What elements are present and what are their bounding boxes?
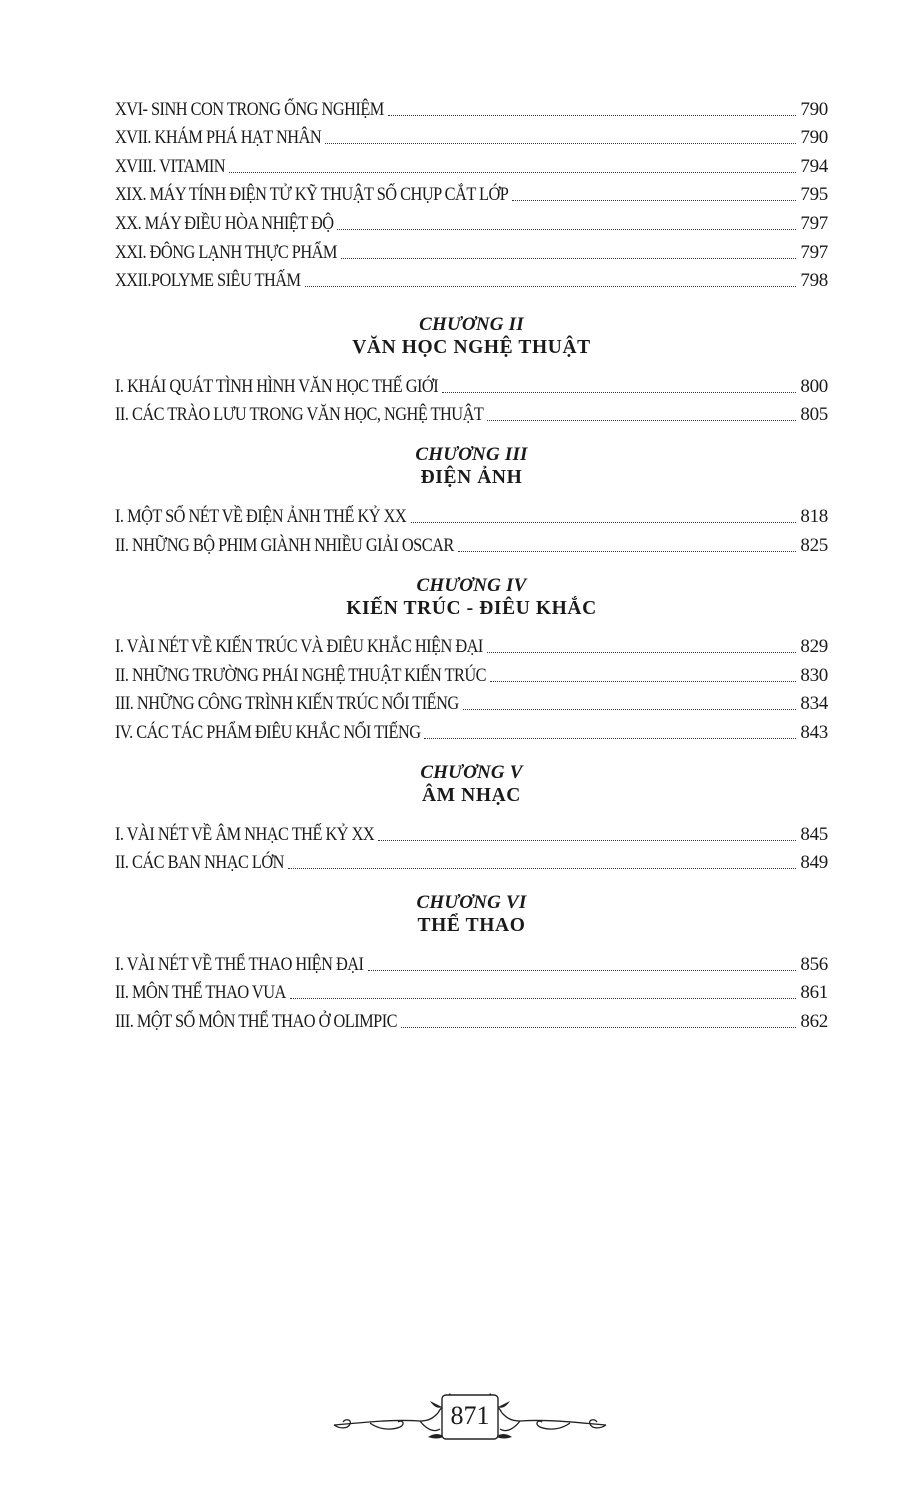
toc-continued-list [115, 92, 828, 292]
chapter-section [115, 444, 828, 556]
toc-entry-page: 849 [800, 852, 828, 874]
toc-entry-page: 790 [800, 127, 828, 149]
chapter-heading: CHƯƠNG VI [416, 892, 527, 914]
dot-leader [229, 171, 796, 173]
chapter-section [115, 762, 828, 874]
toc-entry[interactable] [115, 499, 828, 528]
chapter-title: KIẾN TRÚC - ĐIÊU KHẮC [346, 597, 597, 619]
dot-leader [401, 1026, 796, 1028]
dot-leader [424, 737, 796, 739]
toc-entry[interactable] [115, 149, 828, 178]
toc-entry-title: XXII.POLYME SIÊU THẤM [115, 270, 301, 292]
chapter-heading: CHƯƠNG III [415, 444, 528, 466]
table-of-contents [115, 92, 828, 1033]
page-number: 871 [450, 1401, 490, 1430]
toc-entry-title: I. VÀI NÉT VỀ KIẾN TRÚC VÀ ĐIÊU KHẮC HIỆN ĐẠI [115, 636, 483, 658]
toc-entry-page: 800 [800, 375, 828, 397]
dot-leader [442, 391, 796, 393]
toc-entry-page: 794 [800, 155, 828, 177]
toc-entry-page: 834 [800, 693, 828, 715]
toc-entry-title: II. CÁC BAN NHẠC LỚN [115, 852, 284, 874]
toc-entry[interactable] [115, 398, 828, 427]
toc-entry[interactable] [115, 947, 828, 976]
toc-entry[interactable] [115, 206, 828, 235]
dot-leader [487, 419, 796, 421]
toc-entry-title: XVII. KHÁM PHÁ HẠT NHÂN [115, 127, 322, 149]
dot-leader [458, 550, 797, 552]
toc-entry-page: 795 [800, 184, 828, 206]
toc-entry[interactable] [115, 92, 828, 121]
toc-entry-page: 825 [800, 534, 828, 556]
toc-entry[interactable] [115, 976, 828, 1005]
toc-entry[interactable] [115, 817, 828, 846]
toc-entry-title: I. VÀI NÉT VỀ THỂ THAO HIỆN ĐẠI [115, 953, 364, 975]
dot-leader [288, 867, 797, 869]
dot-leader [305, 285, 797, 287]
toc-entry[interactable] [115, 658, 828, 687]
toc-entry-page: 829 [800, 636, 828, 658]
toc-entry[interactable] [115, 369, 828, 398]
toc-entry[interactable] [115, 178, 828, 207]
dot-leader [368, 969, 797, 971]
toc-entry[interactable] [115, 1004, 828, 1033]
toc-entry-title: XVIII. VITAMIN [115, 155, 226, 177]
toc-entry-title: IV. CÁC TÁC PHẨM ĐIÊU KHẮC NỔI TIẾNG [115, 721, 421, 743]
toc-entry[interactable] [115, 528, 828, 557]
toc-entry-page: 818 [800, 505, 828, 527]
dot-leader [290, 997, 796, 999]
dot-leader [411, 521, 797, 523]
toc-entry-title: I. VÀI NÉT VỀ ÂM NHẠC THẾ KỶ XX [115, 823, 375, 845]
dot-leader [378, 839, 797, 841]
dot-leader [341, 257, 797, 259]
chapter-title: THỂ THAO [417, 915, 526, 937]
toc-entry-title: XVI- SINH CON TRONG ỐNG NGHIỆM [115, 98, 384, 120]
toc-entry[interactable] [115, 687, 828, 716]
chapter-heading: CHƯƠNG V [420, 761, 523, 783]
dot-leader [463, 708, 796, 710]
toc-entry-page: 797 [800, 241, 828, 263]
toc-entry-page: 843 [800, 721, 828, 743]
toc-entry-page: 798 [800, 270, 828, 292]
toc-entry-page: 856 [800, 953, 828, 975]
toc-entry-page: 845 [800, 823, 828, 845]
toc-entry-page: 790 [800, 98, 828, 120]
dot-leader [325, 142, 796, 144]
toc-entry-title: II. NHỮNG BỘ PHIM GIÀNH NHIỀU GIẢI OSCAR [115, 534, 454, 556]
dot-leader [337, 228, 796, 230]
toc-entry-title: I. MỘT SỐ NÉT VỀ ĐIỆN ẢNH THẾ KỶ XX [115, 505, 407, 527]
page-footer [330, 1393, 610, 1445]
toc-entry-title: II. CÁC TRÀO LƯU TRONG VĂN HỌC, NGHỆ THUẬT [115, 404, 484, 426]
toc-entry-title: XXI. ĐÔNG LẠNH THỰC PHẨM [115, 241, 337, 263]
toc-entry[interactable] [115, 630, 828, 659]
toc-entry[interactable] [115, 715, 828, 744]
chapter-title: VĂN HỌC NGHỆ THUẬT [352, 337, 591, 359]
toc-entry-title: I. KHÁI QUÁT TÌNH HÌNH VĂN HỌC THẾ GIỚI [115, 375, 439, 397]
toc-entry-title: II. MÔN THỂ THAO VUA [115, 982, 286, 1004]
toc-entry-title: III. MỘT SỐ MÔN THỂ THAO Ở OLIMPIC [115, 1010, 398, 1032]
dot-leader [490, 680, 797, 682]
dot-leader [512, 199, 796, 201]
toc-entry-page: 797 [800, 212, 828, 234]
dot-leader [388, 114, 796, 116]
toc-chapters [115, 292, 828, 1033]
toc-entry[interactable] [115, 235, 828, 264]
toc-entry-page: 862 [800, 1010, 828, 1032]
toc-entry[interactable] [115, 264, 828, 293]
chapter-section [115, 575, 828, 744]
toc-entry-page: 830 [800, 664, 828, 686]
toc-entry-title: XIX. MÁY TÍNH ĐIỆN TỬ KỸ THUẬT SỐ CHỤP CẮT LỚP [115, 184, 509, 206]
chapter-heading: CHƯƠNG IV [416, 574, 527, 596]
toc-entry-page: 861 [800, 982, 828, 1004]
toc-entry-title: III. NHỮNG CÔNG TRÌNH KIẾN TRÚC NỔI TIẾNG [115, 693, 459, 715]
toc-entry[interactable] [115, 846, 828, 875]
chapter-heading: CHƯƠNG II [419, 314, 524, 336]
toc-entry-title: II. NHỮNG TRƯỜNG PHÁI NGHỆ THUẬT KIẾN TRÚC [115, 664, 487, 686]
chapter-section [115, 892, 828, 1033]
toc-entry-title: XX. MÁY ĐIỀU HÒA NHIỆT ĐỘ [115, 212, 334, 234]
chapter-title: ÂM NHẠC [422, 784, 521, 806]
chapter-title: ĐIỆN ẢNH [420, 467, 523, 489]
toc-entry-page: 805 [800, 404, 828, 426]
dot-leader [487, 651, 796, 653]
toc-entry[interactable] [115, 121, 828, 150]
chapter-section [115, 314, 828, 426]
